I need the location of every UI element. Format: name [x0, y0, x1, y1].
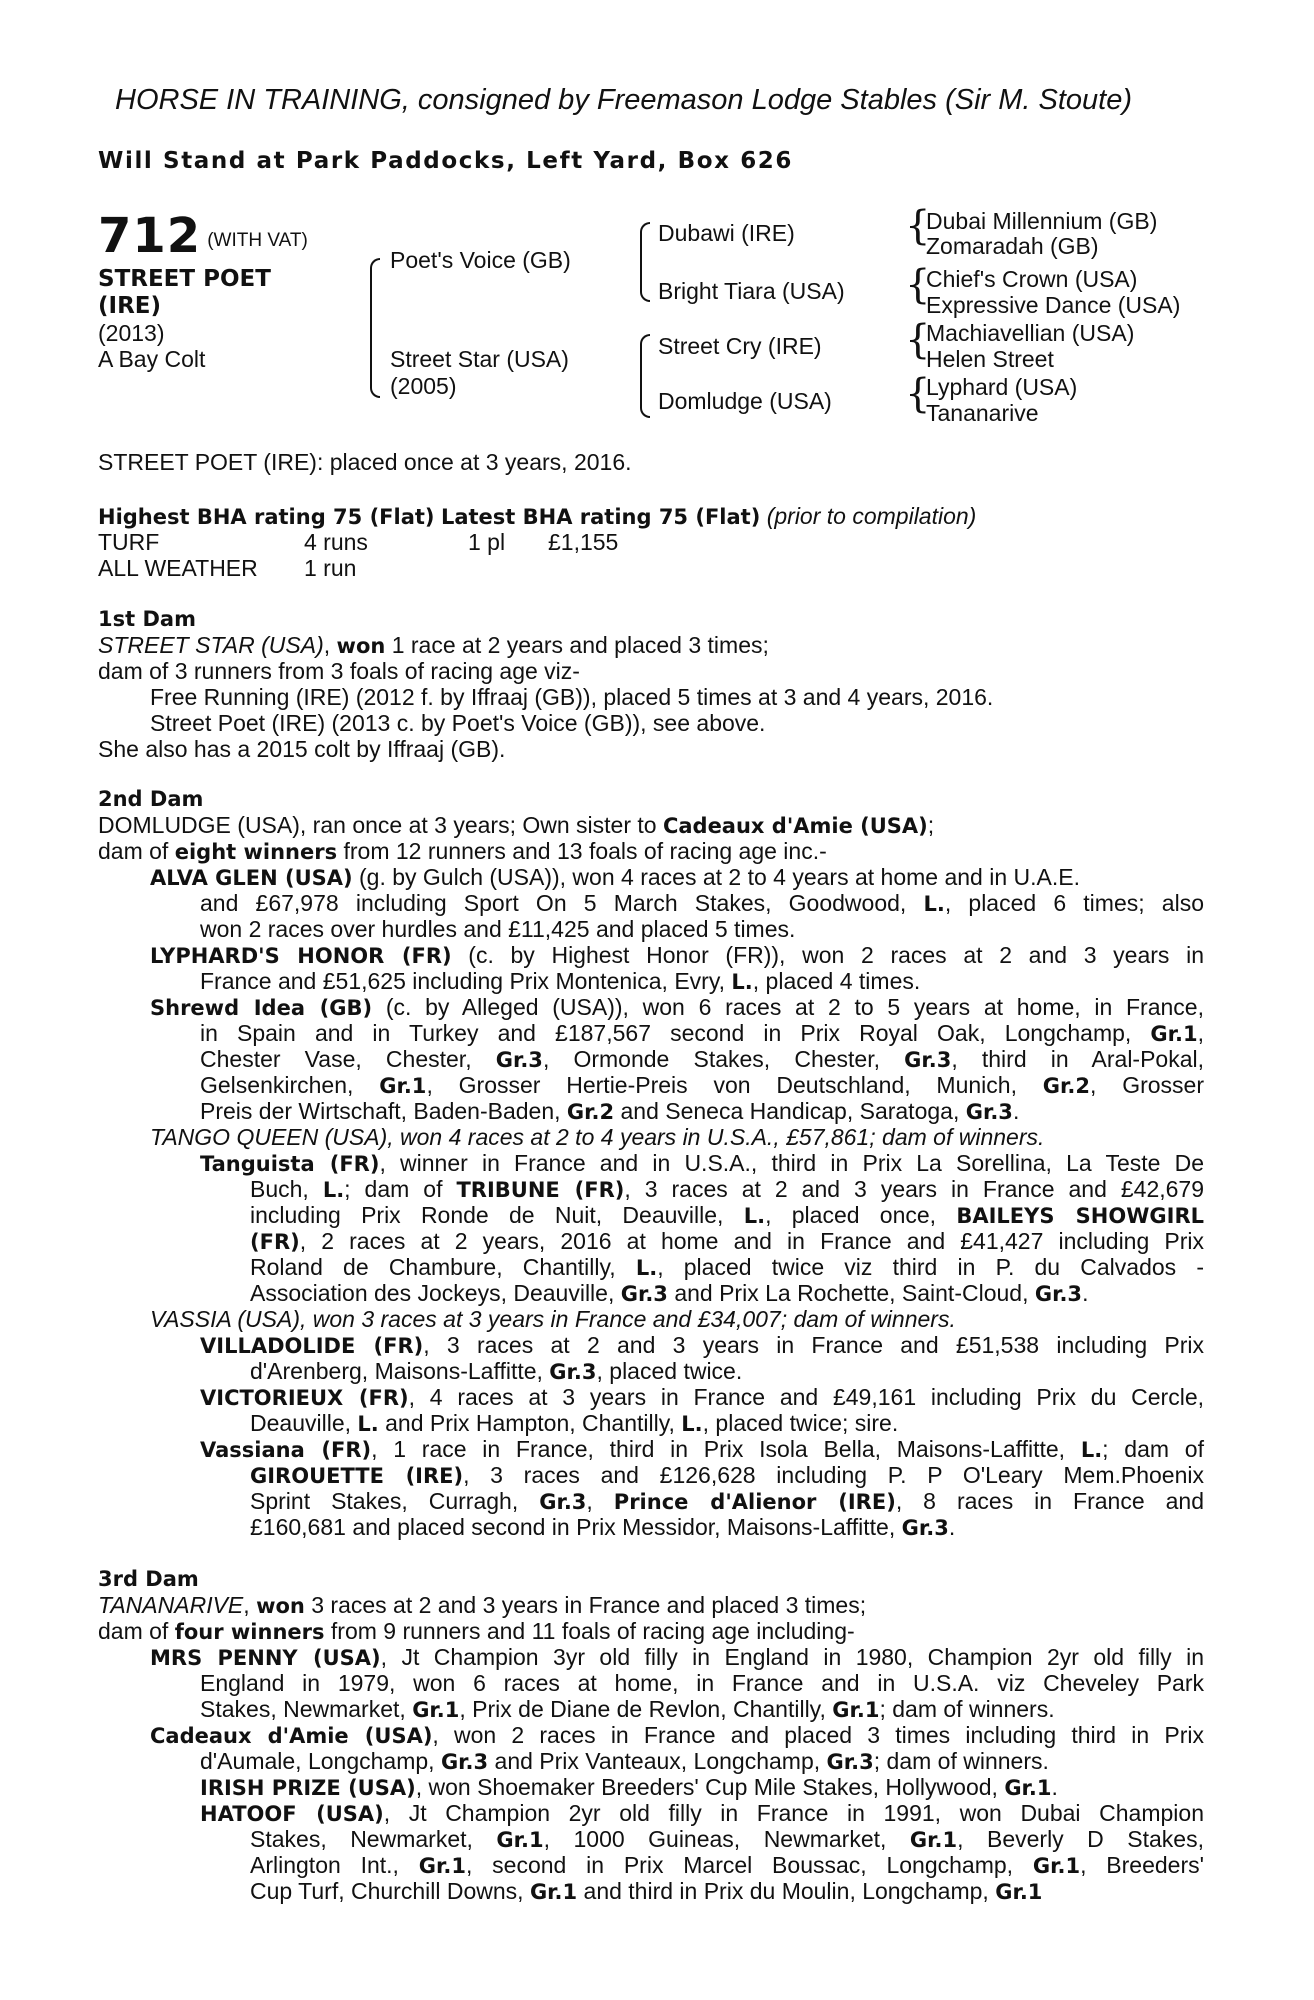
- text: (FR): [250, 1230, 300, 1254]
- text: DOMLUDGE (USA), ran once at 3 years; Own sister to: [98, 812, 663, 838]
- lyphards-honor-line-2: [200, 968, 920, 995]
- lot-number: 712: [98, 208, 202, 264]
- text: L.: [743, 1204, 766, 1228]
- pedigree-gen3-3: Chief's Crown (USA): [926, 266, 1138, 292]
- villadolide-line-2: [250, 1358, 742, 1385]
- text: , Jt Champion 3yr old filly in England in 1980, Champion 2yr old filly in: [380, 1644, 1204, 1670]
- text: , 2 races at 2 years, 2016 at home and in France and £41,427 including Prix: [299, 1228, 1204, 1254]
- aw-surface: ALL WEATHER: [98, 555, 258, 581]
- sire-dam-bracket: [370, 258, 380, 398]
- first-dam-heading: 1st Dam: [98, 607, 196, 631]
- bha-ratings: [98, 503, 976, 530]
- text: Cadeaux d'Amie (USA): [662, 814, 928, 838]
- shrewd-idea-line-2: [200, 1020, 1204, 1047]
- text: L.: [681, 1412, 703, 1436]
- mrs-penny-line-3: [200, 1696, 1055, 1723]
- text: four winners: [174, 1620, 325, 1644]
- pedigree-sire-dam: Bright Tiara (USA): [658, 278, 845, 304]
- text: , Ormonde Stakes, Chester,: [542, 1046, 905, 1072]
- vassiana-line-3: [250, 1488, 1204, 1515]
- vassiana-line-2: [250, 1462, 1204, 1489]
- text: , placed 4 times.: [752, 968, 921, 994]
- hatoof-line-3: [250, 1852, 1204, 1879]
- shrewd-idea-line-1: [150, 994, 1204, 1021]
- text: Prince d'Alienor (IRE): [613, 1490, 896, 1514]
- highest-rating: Highest BHA rating 75 (Flat): [98, 505, 435, 529]
- text: Tanguista (FR): [200, 1152, 380, 1176]
- second-dam-foals: [98, 838, 827, 865]
- pedigree-sire: Poet's Voice (GB): [390, 247, 571, 273]
- shrewd-idea-line-4: [200, 1072, 1204, 1099]
- text: L.: [1080, 1438, 1103, 1462]
- text: Gr.1: [995, 1880, 1043, 1904]
- pedigree-gen3-5: Machiavellian (USA): [926, 320, 1135, 346]
- villadolide-line-1: [200, 1332, 1204, 1359]
- text: L.: [322, 1178, 345, 1202]
- alva-glen-line-3: won 2 races over hurdles and £11,425 and placed 5 times.: [200, 916, 796, 942]
- text: TANANARIVE: [98, 1592, 244, 1618]
- text: won: [256, 1594, 305, 1618]
- text: Association des Jockeys, Deauville,: [250, 1280, 621, 1306]
- text: and Prix Hampton, Chantilly,: [378, 1410, 682, 1436]
- lot-number-block: [98, 208, 308, 264]
- pedigree-sire-sire: Dubawi (IRE): [658, 220, 795, 246]
- tanguista-line-4: [250, 1228, 1204, 1255]
- gen3-brace-3: {: [905, 317, 931, 363]
- text: Gr.3: [440, 1750, 489, 1774]
- mrs-penny-line-1: [150, 1644, 1204, 1671]
- text: Arlington Int.,: [250, 1852, 419, 1878]
- gen3-brace-1: {: [905, 203, 931, 249]
- pedigree-dam-dam: Domludge (USA): [658, 388, 832, 414]
- horse-country: (IRE): [98, 293, 162, 319]
- text: £160,681 and placed second in Prix Messidor, Maisons-Laffitte,: [250, 1514, 902, 1540]
- text: Gr.1: [496, 1828, 544, 1852]
- text: , placed twice.: [596, 1358, 743, 1384]
- text: France and £51,625 including Prix Montenica, Evry,: [200, 968, 732, 994]
- vassiana-line-1: [200, 1436, 1204, 1463]
- text: .: [1082, 1280, 1089, 1306]
- text: , 1000 Guineas, Newmarket,: [543, 1826, 910, 1852]
- text: Gr.1: [418, 1854, 466, 1878]
- pedigree-gen3-4: Expressive Dance (USA): [926, 292, 1181, 318]
- text: Vassiana (FR): [200, 1438, 372, 1462]
- alva-glen-line-2: [200, 890, 1204, 917]
- text: , 3 races at 2 and 3 years in France and £51,538 including Prix: [423, 1332, 1204, 1358]
- text: Cup Turf, Churchill Downs,: [250, 1878, 530, 1904]
- third-dam-heading: 3rd Dam: [98, 1567, 199, 1591]
- text: Chester Vase, Chester,: [200, 1046, 496, 1072]
- tanguista-line-1: [200, 1150, 1204, 1177]
- text: , Beverly D Stakes,: [957, 1826, 1204, 1852]
- produce-street-poet: Street Poet (IRE) (2013 c. by Poet's Voice (GB)), see above.: [150, 710, 766, 736]
- gen3-brace-2: {: [905, 262, 931, 308]
- dam-parents-bracket: [640, 334, 650, 418]
- pedigree-dam: Street Star (USA): [390, 346, 569, 372]
- won-label: won: [336, 634, 386, 658]
- latest-rating: Latest BHA rating 75 (Flat): [440, 505, 761, 529]
- text: Gelsenkirchen,: [200, 1072, 380, 1098]
- sire-parents-bracket: [640, 222, 650, 302]
- text: Gr.1: [1032, 1854, 1081, 1878]
- pedigree-gen3-2: Zomaradah (GB): [926, 233, 1099, 259]
- horse-description: A Bay Colt: [98, 346, 206, 372]
- tanguista-line-3: [250, 1202, 1204, 1229]
- text: Stakes, Newmarket,: [250, 1826, 497, 1852]
- text: ; dam of winners.: [873, 1748, 1049, 1774]
- text: .: [1012, 1098, 1020, 1124]
- text: in Spain and in Turkey and £187,567 second in Prix Royal Oak, Longchamp,: [200, 1020, 1151, 1046]
- tango-queen-line: [150, 1124, 1044, 1150]
- tanguista-line-5: [250, 1254, 1204, 1281]
- text: Sprint Stakes, Curragh,: [250, 1488, 540, 1514]
- turf-runs: 4 runs: [304, 529, 368, 555]
- first-dam-record: 1 race at 2 years and placed 3 times;: [385, 632, 769, 658]
- text: , third in Aral-Pokal,: [951, 1046, 1205, 1072]
- text: Gr.1: [1004, 1776, 1052, 1800]
- third-dam-foals: [98, 1618, 855, 1645]
- text: ,: [586, 1488, 614, 1514]
- first-dam-name: STREET STAR (USA): [98, 632, 324, 658]
- text: and Seneca Handicap, Saratoga,: [614, 1098, 966, 1124]
- text: Stakes, Newmarket,: [200, 1696, 413, 1722]
- vassia-line: [150, 1306, 956, 1332]
- text: L.: [635, 1256, 658, 1280]
- page-title: HORSE IN TRAINING, consigned by Freemason Lodge Stables (Sir M. Stoute): [115, 84, 1133, 116]
- text: ; dam of: [344, 1176, 457, 1202]
- text: including Prix Ronde de Nuit, Deauville,: [250, 1202, 744, 1228]
- text: GIROUETTE (IRE): [250, 1464, 464, 1488]
- text: IRISH PRIZE (USA): [200, 1776, 416, 1800]
- text: , placed once,: [765, 1202, 957, 1228]
- tanguista-line-6: [250, 1280, 1088, 1307]
- text: Roland de Chambure, Chantilly,: [250, 1254, 636, 1280]
- text: Gr.3: [539, 1490, 587, 1514]
- text: Gr.1: [832, 1698, 880, 1722]
- text: Buch,: [250, 1176, 323, 1202]
- text: MRS PENNY (USA): [150, 1646, 381, 1670]
- text: , winner in France and in U.S.A., third in Prix La Sorellina, La Teste De: [379, 1150, 1205, 1176]
- pedigree-gen3-1: Dubai Millennium (GB): [926, 208, 1158, 234]
- text: L.: [731, 970, 753, 994]
- text: , Prix de Diane de Revlon, Chantilly,: [459, 1696, 833, 1722]
- alva-glen-line-1: [150, 864, 1080, 891]
- text: Gr.1: [529, 1880, 578, 1904]
- irish-prize-line: [200, 1774, 1058, 1801]
- text: d'Arenberg, Maisons-Laffitte,: [250, 1358, 550, 1384]
- hatoof-line-1: [200, 1800, 1204, 1827]
- text: , Grosser Hertie-Preis von Deutschland, Munich,: [426, 1072, 1043, 1098]
- text: VILLADOLIDE (FR): [200, 1334, 424, 1358]
- third-dam-line: [98, 1592, 866, 1619]
- text: Gr.3: [826, 1750, 874, 1774]
- text: Gr.1: [909, 1828, 958, 1852]
- pedigree-gen3-8: Tananarive: [926, 400, 1039, 426]
- turf-prize: £1,155: [548, 529, 619, 555]
- text: , won Shoemaker Breeders' Cup Mile Stakes, Hollywood,: [415, 1774, 1005, 1800]
- second-dam-heading: 2nd Dam: [98, 787, 204, 811]
- text: Gr.1: [379, 1074, 427, 1098]
- shrewd-idea-line-3: [200, 1046, 1204, 1073]
- text: Gr.2: [566, 1100, 615, 1124]
- text: Gr.3: [549, 1360, 597, 1384]
- shrewd-idea-line-5: [200, 1098, 1019, 1125]
- turf-surface: TURF: [98, 529, 160, 555]
- text: Gr.2: [1042, 1074, 1090, 1098]
- vat-note: (WITH VAT): [207, 230, 308, 251]
- turf-placed: 1 pl: [468, 529, 506, 555]
- mrs-penny-line-2: England in 1979, won 6 races at home, in France and in U.S.A. viz Cheveley Park: [200, 1670, 1204, 1696]
- text: Gr.1: [1150, 1022, 1198, 1046]
- horse-name: STREET POET: [98, 266, 271, 292]
- victorieux-line-2: [250, 1410, 898, 1437]
- pedigree-dam-year: (2005): [390, 373, 457, 399]
- hatoof-line-2: [250, 1826, 1204, 1853]
- text: HATOOF (USA): [200, 1802, 384, 1826]
- text: Gr.3: [495, 1048, 543, 1072]
- text: eight winners: [174, 840, 338, 864]
- first-dam-foals: dam of 3 runners from 3 foals of racing age viz-: [98, 658, 580, 684]
- text: Cadeaux d'Amie (USA): [150, 1724, 433, 1748]
- text: from 9 runners and 11 foals of racing age including-: [324, 1618, 855, 1644]
- text: ; dam of winners.: [879, 1696, 1055, 1722]
- text: TANGO QUEEN (USA), won 4 races at 2 to 4 years in U.S.A., £57,861; dam of winners.: [150, 1124, 1045, 1150]
- text: VICTORIEUX (FR): [200, 1386, 409, 1410]
- race-summary: STREET POET (IRE): placed once at 3 years, 2016.: [98, 449, 632, 475]
- text: and £67,978 including Sport On 5 March Stakes, Goodwood,: [200, 890, 924, 916]
- text: Gr.3: [1034, 1282, 1083, 1306]
- text: .: [1051, 1774, 1058, 1800]
- aw-runs: 1 run: [304, 555, 357, 581]
- text: (g. by Gulch (USA)), won 4 races at 2 to 4 years at home and in U.A.E.: [352, 864, 1080, 890]
- text: LYPHARD'S HONOR (FR): [150, 944, 452, 968]
- text: Preis der Wirtschaft, Baden-Baden,: [200, 1098, 567, 1124]
- text: , second in Prix Marcel Boussac, Longchamp,: [465, 1852, 1033, 1878]
- text: , 8 races in France and: [895, 1488, 1205, 1514]
- text: Deauville,: [250, 1410, 358, 1436]
- text: ; dam of: [1102, 1436, 1204, 1462]
- text: Gr.3: [901, 1516, 949, 1540]
- text: .: [948, 1514, 956, 1540]
- tanguista-line-2: [250, 1176, 1204, 1203]
- text: (c. by Highest Honor (FR)), won 2 races at 2 and 3 years in: [451, 942, 1204, 968]
- text: , Breeders': [1080, 1852, 1204, 1878]
- text: dam of: [98, 1618, 175, 1644]
- text: ,: [243, 1592, 257, 1618]
- stand-location: Will Stand at Park Paddocks, Left Yard, Box 626: [98, 148, 793, 174]
- rating-note: (prior to compilation): [766, 503, 977, 529]
- lyphards-honor-line-1: [150, 942, 1204, 969]
- text: , 1 race in France, third in Prix Isola Bella, Maisons-Laffitte,: [371, 1436, 1081, 1462]
- text: and Prix La Rochette, Saint-Cloud,: [667, 1280, 1035, 1306]
- text: , 4 races at 3 years in France and £49,161 including Prix du Cercle,: [408, 1384, 1204, 1410]
- text: ALVA GLEN (USA): [150, 866, 353, 890]
- second-dam-line: [98, 812, 934, 839]
- pedigree-dam-sire: Street Cry (IRE): [658, 333, 822, 359]
- produce-free-running: Free Running (IRE) (2012 f. by Iffraaj (GB)), placed 5 times at 3 and 4 years, 2016.: [150, 684, 994, 710]
- text: Gr.1: [412, 1698, 460, 1722]
- text: dam of: [98, 838, 175, 864]
- vassiana-line-4: [250, 1514, 955, 1541]
- first-dam-line: STREET STAR (USA), won 1 race at 2 years and placed 3 times;: [98, 632, 769, 658]
- text: (c. by Alleged (USA)), won 6 races at 2 to 5 years at home, in France,: [372, 994, 1204, 1020]
- text: and third in Prix du Moulin, Longchamp,: [577, 1878, 996, 1904]
- text: from 12 runners and 13 foals of racing age inc.-: [337, 838, 827, 864]
- text: and Prix Vanteaux, Longchamp,: [488, 1748, 827, 1774]
- gen3-brace-4: {: [905, 371, 931, 417]
- text: , 3 races at 2 and 3 years in France and £42,679: [624, 1176, 1204, 1202]
- text: d'Aumale, Longchamp,: [200, 1748, 441, 1774]
- text: , won 2 races in France and placed 3 times including third in Prix: [432, 1722, 1204, 1748]
- text: VASSIA (USA), won 3 races at 3 years in France and £34,007; dam of winners.: [150, 1306, 956, 1332]
- horse-year: (2013): [98, 320, 165, 346]
- hatoof-line-4: [250, 1878, 1042, 1905]
- text: TRIBUNE (FR): [456, 1178, 625, 1202]
- text: , placed 6 times; also: [944, 890, 1204, 916]
- text: L.: [357, 1412, 379, 1436]
- pedigree-gen3-6: Helen Street: [926, 346, 1054, 372]
- text: Gr.3: [620, 1282, 668, 1306]
- cadeaux-damie-line-1: [150, 1722, 1204, 1749]
- text: , Grosser: [1089, 1072, 1204, 1098]
- text: 3 races at 2 and 3 years in France and placed 3 times;: [304, 1592, 867, 1618]
- text: Shrewd Idea (GB): [150, 996, 373, 1020]
- text: , placed twice viz third in P. du Calvados -: [657, 1254, 1204, 1280]
- victorieux-line-1: [200, 1384, 1204, 1411]
- text: L.: [923, 892, 945, 916]
- cadeaux-damie-line-2: [200, 1748, 1049, 1775]
- text: , Jt Champion 2yr old filly in France in 1991, won Dubai Champion: [383, 1800, 1204, 1826]
- text: ;: [927, 812, 935, 838]
- text: Gr.3: [965, 1100, 1013, 1124]
- text: , 3 races and £126,628 including P. P O'Leary Mem.Phoenix: [463, 1462, 1204, 1488]
- text: Gr.3: [904, 1048, 952, 1072]
- text: BAILEYS SHOWGIRL: [956, 1204, 1204, 1228]
- text: ,: [1197, 1020, 1204, 1046]
- pedigree-gen3-7: Lyphard (USA): [926, 374, 1078, 400]
- produce-2015-colt: She also has a 2015 colt by Iffraaj (GB).: [98, 736, 506, 762]
- text: , placed twice; sire.: [702, 1410, 899, 1436]
